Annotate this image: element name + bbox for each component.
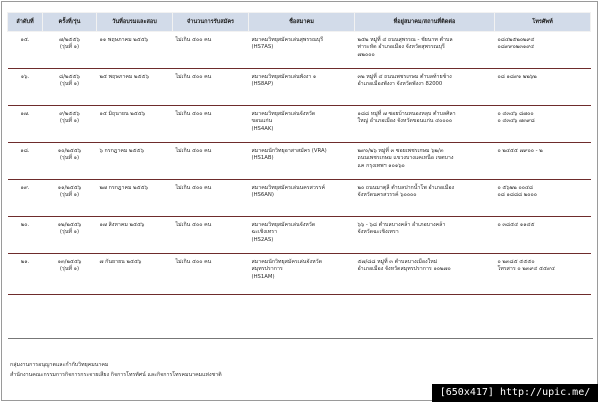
cell-batch-line: ๑๓/๒๕๕๖ xyxy=(57,259,82,265)
cell-association-name-line: (HS1AB) xyxy=(251,155,274,162)
cell-address xyxy=(355,180,495,217)
cell-batch-line: (รุ่นที่ ๑) xyxy=(59,229,80,236)
cell-date: ๒๗ กรกฎาคม ๒๕๕๖ xyxy=(97,180,173,217)
cell-address-line: อำเภอเมือง จังหวัดสมุทรปราการ ๑๐๒๗๐ xyxy=(357,266,451,273)
cell-number: ๒๑. xyxy=(8,254,43,295)
table-row xyxy=(8,32,591,69)
cell-batch-line: (รุ่นที่ ๑) xyxy=(59,155,80,162)
cell-address-line: ๒๐ ถนนมาตุลี ตำบลปากน้ำโพ อำเภอเมือง xyxy=(357,185,455,191)
cell-address xyxy=(355,143,495,180)
document-page xyxy=(1,1,598,401)
cell-number: ๒๐. xyxy=(8,217,43,254)
cell-number: ๑๘. xyxy=(8,143,43,180)
cell-batch-line: (รุ่นที่ ๑) xyxy=(59,81,80,88)
cell-capacity: ไม่เกิน ๕๐๐ คน xyxy=(173,143,249,180)
cell-batch-line: (รุ่นที่ ๑) xyxy=(59,266,80,273)
cell-association-name xyxy=(249,69,355,106)
cell-batch-line: ๑๐/๒๕๕๖ xyxy=(57,148,82,154)
cell-address-line: ๗๒๐๐๐ xyxy=(357,51,375,58)
cell-association-name-line: สมาคมนักวิทยุอาสาสมัคร (VRA) xyxy=(251,148,327,154)
cell-phone-line: ๐ ๓๘๕๔ ๑๑๔๕ xyxy=(497,222,535,228)
footer-divider xyxy=(8,338,593,339)
cell-phone xyxy=(495,32,591,69)
cell-association-name-line: สมาคมวิทยุสมัครเล่นจังหวัด xyxy=(251,222,316,228)
cell-association-name-line: สมาคมวิทยุสมัครเล่นพังงา ๑ xyxy=(251,74,317,80)
cell-association-name-line: สมาคมนักวิทยุสมัครเล่นจังหวัด xyxy=(251,259,323,265)
cell-address xyxy=(355,32,495,69)
cell-association-name xyxy=(249,254,355,295)
cell-address-line: ๖๖ - ๖๘ ตำบลบางคล้า อำเภอบางคล้า xyxy=(357,222,446,228)
cell-phone xyxy=(495,69,591,106)
header-phone: โทรศัพท์ xyxy=(495,13,591,32)
cell-association-name-line: ฉะเชิงเทรา xyxy=(251,229,278,236)
cell-address-line: ท่าระหัด อำเภอเมือง จังหวัดสุพรรณบุรี xyxy=(357,44,445,51)
cell-batch-line: (รุ่นที่ ๑) xyxy=(59,192,80,199)
cell-number: ๑๕. xyxy=(8,32,43,69)
cell-phone xyxy=(495,106,591,143)
cell-batch-line: ๑๒/๒๕๕๖ xyxy=(57,222,82,228)
cell-batch xyxy=(43,143,97,180)
cell-date: ๒๕ พฤษภาคม ๒๕๕๖ xyxy=(97,69,173,106)
cell-batch-line: ๗/๒๕๕๖ xyxy=(59,37,80,43)
registration-table xyxy=(7,12,591,295)
cell-date: ๑๕ มิถุนายน ๒๕๕๖ xyxy=(97,106,173,143)
cell-batch xyxy=(43,32,97,69)
cell-phone xyxy=(495,180,591,217)
table-row xyxy=(8,143,591,180)
cell-phone-line: ๐๘ ๑๘๘๘ ๒๐๐๐ xyxy=(497,192,537,199)
cell-address-line: จังหวัดฉะเชิงเทรา xyxy=(357,229,399,236)
cell-association-name-line: สมาคมวิทยุสมัครเล่นจังหวัด xyxy=(251,111,316,117)
cell-address xyxy=(355,217,495,254)
cell-association-name xyxy=(249,180,355,217)
table-row xyxy=(8,254,591,295)
cell-association-name-line: สมาคมวิทยุสมัครเล่นสุพรรณบุรี xyxy=(251,37,324,43)
cell-phone-line: ๐ ๕๖๒๒ ๐๐๔๘ xyxy=(497,185,534,191)
footer-line-department: กลุ่มงานการอนุญาตและกำกับวิทยุคมนาคม xyxy=(10,362,109,368)
cell-batch-line: ๘/๒๕๕๖ xyxy=(59,74,80,80)
cell-association-name-line: (HS8AP) xyxy=(251,81,274,88)
cell-batch-line: (รุ่นที่ ๑) xyxy=(59,44,80,51)
cell-address-line: อำเภอเมืองพังงา จังหวัดพังงา 82000 xyxy=(357,81,443,88)
cell-address-line: ถนนเพชรเกษม แขวงบางแคเหนือ เขตบาง xyxy=(357,155,454,162)
cell-address xyxy=(355,254,495,295)
header-no: ลำดับที่ xyxy=(8,13,43,32)
cell-association-name-line: (HS7AS) xyxy=(251,44,274,51)
cell-phone-line: โทรสาร ๐ ๒๓๙๔ ๕๕๙๔ xyxy=(497,266,555,273)
cell-phone xyxy=(495,143,591,180)
header-name: ชื่อสมาคม xyxy=(249,13,355,32)
upload-watermark: [650x417] http://upic.me/ xyxy=(432,384,598,402)
cell-address-line: ๒๙๐/๒๖ หมู่ที่ ๓ ซอยเพชรเกษม ๖๒/๓ xyxy=(357,148,444,154)
cell-batch-line: ๑๑/๒๕๕๖ xyxy=(57,185,82,191)
cell-phone-line: ๐ ๒๓๘๕ ๕๕๕๐ xyxy=(497,259,535,265)
cell-phone xyxy=(495,217,591,254)
cell-association-name xyxy=(249,143,355,180)
table-row xyxy=(8,69,591,106)
cell-batch-line: (รุ่นที่ ๑) xyxy=(59,118,80,125)
cell-capacity: ไม่เกิน ๕๐๐ คน xyxy=(173,254,249,295)
cell-batch-line: ๙/๒๕๕๖ xyxy=(59,111,80,117)
cell-association-name-line: (HS2AS) xyxy=(251,236,274,243)
cell-address-line: ๑๘๘ หมู่ที่ ๗ ซอยบ้านหนองหลุบ ตำบลศิลา xyxy=(357,111,456,117)
cell-association-name-line: สมุทรปราการ xyxy=(251,266,283,273)
cell-date: ๑๑ พฤษภาคม ๒๕๕๖ xyxy=(97,32,173,69)
cell-batch xyxy=(43,217,97,254)
cell-batch xyxy=(43,69,97,106)
cell-address xyxy=(355,69,495,106)
cell-batch xyxy=(43,106,97,143)
footer-line-office: สำนักงานคณะกรรมการกิจการกระจายเสียง กิจการโทรทัศน์ และกิจการโทรคมนาคมแห่งชาติ xyxy=(10,372,222,378)
table-header-row xyxy=(8,13,591,32)
cell-address xyxy=(355,106,495,143)
cell-association-name-line: สมาคมวิทยุสมัครเล่นนครสวรรค์ xyxy=(251,185,326,191)
cell-capacity: ไม่เกิน ๕๐๐ คน xyxy=(173,106,249,143)
cell-phone-line: ๐๘ ๑๘๙๑ ๒๒๖๒ xyxy=(497,74,537,80)
header-batch: ครั้งที่/รุ่น xyxy=(43,13,97,32)
cell-association-name xyxy=(249,32,355,69)
cell-batch xyxy=(43,254,97,295)
cell-date: ๗ กันยายน ๒๕๕๖ xyxy=(97,254,173,295)
cell-phone xyxy=(495,254,591,295)
cell-phone-line: ๐๘๙๙๐๒๓๑๙๔ xyxy=(497,44,535,51)
cell-batch xyxy=(43,180,97,217)
cell-association-name xyxy=(249,106,355,143)
cell-association-name-line: (HS1AM) xyxy=(251,273,275,280)
cell-address-line: ใหญ่ อำเภอเมือง จังหวัดขอนแก่น ๔๐๐๐๐ xyxy=(357,118,453,125)
cell-address-line: ๒๕๒ หมู่ที่ ๔ ถนนสุพรรณ - ชัยนาท ตำบล xyxy=(357,37,453,43)
cell-association-name xyxy=(249,217,355,254)
cell-phone-line: ๐๘๔๒๕๒๐๒๙๔ xyxy=(497,37,535,43)
cell-address-line: ๕๗/๘๘ หมู่ที่ ๓ ตำบลบางเมืองใหม่ xyxy=(357,259,438,265)
cell-address-line: ๓๒ หมู่ที่ ๔ ถนนเพชรเกษม ตำบลท้ายช้าง xyxy=(357,74,452,80)
cell-phone-line: ๐ ๔๓๔๖ ๘๗๐๐ xyxy=(497,111,534,117)
header-capacity: จำนวนการรับสมัคร xyxy=(173,13,249,32)
header-date: วันที่อบรมและสอบ xyxy=(97,13,173,32)
cell-capacity: ไม่เกิน ๕๐๐ คน xyxy=(173,217,249,254)
cell-association-name-line: ขอนแก่น xyxy=(251,118,273,125)
cell-date: ๖ กรกฎาคม ๒๕๕๖ xyxy=(97,143,173,180)
header-address: ที่อยู่สมาคม/สถานที่ติดต่อ xyxy=(355,13,495,32)
cell-date: ๑๗ สิงหาคม ๒๕๕๖ xyxy=(97,217,173,254)
cell-number: ๑๙. xyxy=(8,180,43,217)
cell-association-name-line: (HS6AN) xyxy=(251,192,274,199)
cell-address-line: แค กรุงเทพฯ ๑๐๑๖๐ xyxy=(357,162,405,169)
table-row xyxy=(8,180,591,217)
cell-association-name-line: (HS4AK) xyxy=(251,125,274,132)
cell-number: ๑๗. xyxy=(8,106,43,143)
cell-phone-line: ๐ ๔๓๔๖ ๗๓๙๘ xyxy=(497,118,535,125)
cell-capacity: ไม่เกิน ๕๐๐ คน xyxy=(173,32,249,69)
cell-phone-line: ๐ ๒๔๕๕ ๗๙๐๐ - ๒ xyxy=(497,148,543,154)
table-row xyxy=(8,217,591,254)
footer xyxy=(10,360,430,380)
cell-address-line: จังหวัดนครสวรรค์ ๖๐๐๐๐ xyxy=(357,192,417,199)
table-row xyxy=(8,106,591,143)
cell-capacity: ไม่เกิน ๕๐๐ คน xyxy=(173,69,249,106)
cell-number: ๑๖. xyxy=(8,69,43,106)
cell-capacity: ไม่เกิน ๕๐๐ คน xyxy=(173,180,249,217)
